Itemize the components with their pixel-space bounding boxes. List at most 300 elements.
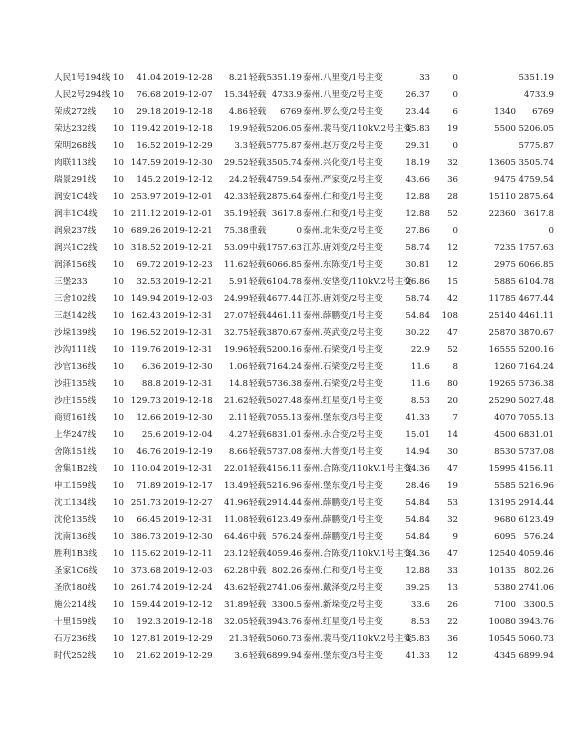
- load-rate-cell: 35.19: [224, 209, 249, 219]
- length-cell: 66.45: [136, 515, 161, 525]
- line-name-cell: 圣欣180线: [54, 583, 97, 593]
- count-cell: 20: [447, 396, 458, 406]
- count-cell: 0: [452, 141, 458, 151]
- length-cell: 129.73: [130, 396, 161, 406]
- length-cell: 32.53: [136, 277, 161, 287]
- transformer-rate-cell: 43.66: [405, 175, 430, 185]
- count-cell: 47: [447, 464, 458, 474]
- length-cell: 41.04: [136, 73, 161, 83]
- capacity-cell: 5200.16: [266, 345, 302, 355]
- users-cell: 25140: [488, 311, 516, 321]
- table-row: [0, 206, 580, 223]
- capacity-cell: 3300.5: [271, 600, 302, 610]
- load-level-cell: 轻载: [249, 328, 267, 338]
- load-level-cell: 轻载: [249, 175, 267, 185]
- transformer-rate-cell: 12.88: [405, 192, 430, 202]
- substation-cell: 泰州.红星变/1号主变: [303, 617, 383, 627]
- remaining-capacity-cell: 5200.16: [518, 345, 554, 355]
- load-level-cell: 轻载: [249, 634, 267, 644]
- voltage-cell: 10: [113, 260, 124, 270]
- table-row: [0, 138, 580, 155]
- substation-cell: 泰州.堡东变/3号主变: [303, 413, 383, 423]
- transformer-rate-cell: 41.33: [405, 413, 430, 423]
- remaining-capacity-cell: 802.26: [523, 566, 554, 576]
- date-cell: 2019-12-31: [163, 311, 213, 321]
- capacity-cell: 4677.44: [266, 294, 302, 304]
- date-cell: 2019-12-31: [163, 345, 213, 355]
- transformer-rate-cell: 54.84: [405, 515, 430, 525]
- length-cell: 88.8: [141, 379, 161, 389]
- load-rate-cell: 19.96: [224, 345, 249, 355]
- voltage-cell: 10: [113, 515, 124, 525]
- capacity-cell: 5351.19: [266, 73, 302, 83]
- load-rate-cell: 8.21: [228, 73, 248, 83]
- date-cell: 2019-12-29: [163, 651, 213, 661]
- load-level-cell: 轻载: [249, 260, 267, 270]
- transformer-rate-cell: 11.6: [410, 379, 430, 389]
- users-cell: 1340: [494, 107, 516, 117]
- capacity-cell: 1757.63: [266, 243, 302, 253]
- users-cell: 6095: [494, 532, 516, 542]
- table-row: [0, 172, 580, 189]
- count-cell: 28: [447, 192, 458, 202]
- voltage-cell: 10: [113, 124, 124, 134]
- count-cell: 47: [447, 328, 458, 338]
- voltage-cell: 10: [113, 634, 124, 644]
- users-cell: 10080: [488, 617, 516, 627]
- line-name-cell: 润泽156线: [54, 260, 97, 270]
- remaining-capacity-cell: 5216.96: [518, 481, 554, 491]
- length-cell: 318.52: [130, 243, 161, 253]
- transformer-rate-cell: 29.31: [405, 141, 430, 151]
- line-name-cell: 申工159线: [54, 481, 97, 491]
- transformer-rate-cell: 33: [419, 73, 430, 83]
- users-cell: 9680: [494, 515, 516, 525]
- substation-cell: 泰州.石梁变/2号主变: [303, 379, 383, 389]
- remaining-capacity-cell: 4759.54: [518, 175, 554, 185]
- remaining-capacity-cell: 4059.46: [518, 549, 554, 559]
- capacity-cell: 5060.73: [266, 634, 302, 644]
- voltage-cell: 10: [113, 294, 124, 304]
- load-level-cell: 轻载: [249, 481, 267, 491]
- line-name-cell: 三舍102线: [54, 294, 97, 304]
- date-cell: 2019-12-12: [163, 600, 213, 610]
- load-rate-cell: 27.07: [224, 311, 249, 321]
- users-cell: 25870: [488, 328, 516, 338]
- remaining-capacity-cell: 5351.19: [518, 73, 554, 83]
- transformer-rate-cell: 45.83: [405, 634, 430, 644]
- remaining-capacity-cell: 4733.9: [523, 90, 554, 100]
- length-cell: 689.26: [130, 226, 161, 236]
- line-name-cell: 荣明268线: [54, 141, 97, 151]
- capacity-cell: 4759.54: [266, 175, 302, 185]
- remaining-capacity-cell: 576.24: [523, 532, 554, 542]
- load-level-cell: 轻载: [249, 396, 267, 406]
- voltage-cell: 10: [113, 617, 124, 627]
- line-name-cell: 石万236线: [54, 634, 97, 644]
- table-row: [0, 257, 580, 274]
- line-name-cell: 人民2号294线: [54, 90, 111, 100]
- capacity-cell: 2875.64: [266, 192, 302, 202]
- capacity-cell: 5736.38: [266, 379, 302, 389]
- table-row: [0, 444, 580, 461]
- transformer-rate-cell: 26.37: [405, 90, 430, 100]
- count-cell: 32: [447, 515, 458, 525]
- length-cell: 76.68: [136, 90, 161, 100]
- load-rate-cell: 19.9: [228, 124, 248, 134]
- length-cell: 386.73: [130, 532, 161, 542]
- load-rate-cell: 42.33: [224, 192, 249, 202]
- substation-cell: 泰州.堡东变/3号主变: [303, 651, 383, 661]
- length-cell: 211.12: [130, 209, 161, 219]
- date-cell: 2019-12-18: [163, 107, 213, 117]
- users-cell: 4070: [494, 413, 516, 423]
- count-cell: 36: [447, 175, 458, 185]
- users-cell: 16555: [488, 345, 516, 355]
- load-level-cell: 轻载: [249, 515, 267, 525]
- load-rate-cell: 21.3: [228, 634, 248, 644]
- voltage-cell: 10: [113, 396, 124, 406]
- table-row: [0, 223, 580, 240]
- length-cell: 147.59: [130, 158, 161, 168]
- voltage-cell: 10: [113, 141, 124, 151]
- load-level-cell: 轻载: [249, 549, 267, 559]
- users-cell: 10135: [488, 566, 516, 576]
- length-cell: 115.62: [130, 549, 161, 559]
- table-row: [0, 427, 580, 444]
- count-cell: 9: [452, 532, 458, 542]
- load-level-cell: 轻载: [249, 209, 267, 219]
- capacity-cell: 7164.24: [266, 362, 302, 372]
- table-row: [0, 104, 580, 121]
- load-rate-cell: 3.6: [234, 651, 248, 661]
- table-row: [0, 274, 580, 291]
- load-rate-cell: 53.09: [224, 243, 249, 253]
- count-cell: 52: [447, 345, 458, 355]
- length-cell: 46.76: [136, 447, 161, 457]
- load-rate-cell: 24.2: [228, 175, 248, 185]
- date-cell: 2019-12-31: [163, 515, 213, 525]
- capacity-cell: 4461.11: [266, 311, 302, 321]
- transformer-rate-cell: 54.84: [405, 498, 430, 508]
- transformer-rate-cell: 54.84: [405, 311, 430, 321]
- capacity-cell: 5027.48: [266, 396, 302, 406]
- date-cell: 2019-12-28: [163, 73, 213, 83]
- remaining-capacity-cell: 5027.48: [518, 396, 554, 406]
- count-cell: 53: [447, 498, 458, 508]
- transformer-rate-cell: 14.94: [405, 447, 430, 457]
- transformer-rate-cell: 26.86: [405, 277, 430, 287]
- load-level-cell: 轻载: [249, 124, 267, 134]
- capacity-cell: 6104.78: [266, 277, 302, 287]
- load-level-cell: 轻载: [249, 379, 267, 389]
- users-cell: 15995: [488, 464, 516, 474]
- length-cell: 149.94: [130, 294, 161, 304]
- substation-cell: 泰州.仁和变/1号主变: [303, 566, 383, 576]
- transformer-rate-cell: 41.33: [405, 651, 430, 661]
- users-cell: 7235: [494, 243, 516, 253]
- remaining-capacity-cell: 6899.94: [518, 651, 554, 661]
- line-name-cell: 润安1C4线: [54, 192, 98, 202]
- transformer-rate-cell: 34.36: [405, 549, 430, 559]
- voltage-cell: 10: [113, 73, 124, 83]
- date-cell: 2019-12-18: [163, 124, 213, 134]
- load-level-cell: 轻载: [249, 651, 267, 661]
- users-cell: 4345: [494, 651, 516, 661]
- remaining-capacity-cell: 5736.38: [518, 379, 554, 389]
- substation-cell: 泰州.安垡变/110kV.2号主变: [303, 277, 412, 287]
- load-rate-cell: 4.86: [228, 107, 248, 117]
- load-level-cell: 轻载: [249, 73, 267, 83]
- length-cell: 196.52: [130, 328, 161, 338]
- line-name-cell: 沈工134线: [54, 498, 97, 508]
- table-row: [0, 495, 580, 512]
- load-rate-cell: 43.62: [224, 583, 249, 593]
- voltage-cell: 10: [113, 600, 124, 610]
- users-cell: 25290: [488, 396, 516, 406]
- transformer-rate-cell: 58.74: [405, 294, 430, 304]
- load-level-cell: 轻载: [249, 583, 267, 593]
- capacity-cell: 3870.67: [266, 328, 302, 338]
- load-rate-cell: 3.3: [234, 141, 248, 151]
- users-cell: 19265: [488, 379, 516, 389]
- date-cell: 2019-12-29: [163, 634, 213, 644]
- transformer-rate-cell: 18.19: [405, 158, 430, 168]
- voltage-cell: 10: [113, 498, 124, 508]
- remaining-capacity-cell: 6769: [532, 107, 554, 117]
- load-rate-cell: 24.99: [224, 294, 249, 304]
- count-cell: 32: [447, 158, 458, 168]
- remaining-capacity-cell: 3617.8: [523, 209, 554, 219]
- date-cell: 2019-12-18: [163, 396, 213, 406]
- length-cell: 251.73: [130, 498, 161, 508]
- date-cell: 2019-12-01: [163, 192, 213, 202]
- load-level-cell: 轻载: [249, 617, 267, 627]
- remaining-capacity-cell: 0: [548, 226, 554, 236]
- capacity-cell: 2741.06: [266, 583, 302, 593]
- substation-cell: 泰州.严家变/2号主变: [303, 175, 383, 185]
- length-cell: 6.36: [141, 362, 161, 372]
- transformer-rate-cell: 15.01: [405, 430, 430, 440]
- voltage-cell: 10: [113, 413, 124, 423]
- count-cell: 52: [447, 209, 458, 219]
- load-rate-cell: 4.27: [228, 430, 248, 440]
- table-row: [0, 546, 580, 563]
- load-rate-cell: 1.06: [228, 362, 248, 372]
- date-cell: 2019-12-03: [163, 294, 213, 304]
- length-cell: 12.66: [136, 413, 161, 423]
- capacity-cell: 0: [296, 226, 302, 236]
- remaining-capacity-cell: 5206.05: [518, 124, 554, 134]
- substation-cell: 泰州.堡东变/1号主变: [303, 481, 383, 491]
- users-cell: 9475: [494, 175, 516, 185]
- date-cell: 2019-12-31: [163, 464, 213, 474]
- remaining-capacity-cell: 4677.44: [518, 294, 554, 304]
- remaining-capacity-cell: 3505.74: [518, 158, 554, 168]
- feeder-load-table: [0, 70, 580, 665]
- length-cell: 16.52: [136, 141, 161, 151]
- line-name-cell: 舍陈151线: [54, 447, 97, 457]
- date-cell: 2019-12-30: [163, 362, 213, 372]
- load-rate-cell: 23.12: [224, 549, 249, 559]
- users-cell: 5585: [494, 481, 516, 491]
- capacity-cell: 6831.01: [266, 430, 302, 440]
- count-cell: 12: [447, 651, 458, 661]
- table-row: [0, 189, 580, 206]
- line-name-cell: 润泉237线: [54, 226, 97, 236]
- transformer-rate-cell: 33.6: [410, 600, 430, 610]
- load-rate-cell: 15.34: [224, 90, 249, 100]
- load-rate-cell: 32.05: [224, 617, 249, 627]
- line-name-cell: 三堡233: [54, 277, 88, 287]
- load-level-cell: 轻载: [249, 90, 267, 100]
- transformer-rate-cell: 8.53: [410, 396, 430, 406]
- capacity-cell: 5206.05: [266, 124, 302, 134]
- load-level-cell: 轻载: [249, 362, 267, 372]
- load-level-cell: 轻载: [249, 464, 267, 474]
- date-cell: 2019-12-12: [163, 175, 213, 185]
- voltage-cell: 10: [113, 243, 124, 253]
- line-name-cell: 人民1号194线: [54, 73, 111, 83]
- remaining-capacity-cell: 3870.67: [518, 328, 554, 338]
- date-cell: 2019-12-04: [163, 430, 213, 440]
- transformer-rate-cell: 23.44: [405, 107, 430, 117]
- capacity-cell: 3617.8: [271, 209, 302, 219]
- substation-cell: 泰州.罗么变/2号主变: [303, 107, 383, 117]
- load-rate-cell: 75.38: [224, 226, 249, 236]
- transformer-rate-cell: 22.9: [410, 345, 430, 355]
- substation-cell: 泰州.八里变/2号主变: [303, 90, 383, 100]
- voltage-cell: 10: [113, 430, 124, 440]
- capacity-cell: 3943.76: [266, 617, 302, 627]
- date-cell: 2019-12-07: [163, 90, 213, 100]
- substation-cell: 泰州.大普变/1号主变: [303, 447, 383, 457]
- voltage-cell: 10: [113, 549, 124, 559]
- capacity-cell: 576.24: [271, 532, 302, 542]
- count-cell: 19: [447, 481, 458, 491]
- users-cell: 8530: [494, 447, 516, 457]
- load-level-cell: 轻载: [249, 277, 267, 287]
- table-row: [0, 648, 580, 665]
- substation-cell: 泰州.赵万变/2号主变: [303, 141, 383, 151]
- line-name-cell: 圣家1C6线: [54, 566, 98, 576]
- users-cell: 13195: [488, 498, 516, 508]
- voltage-cell: 10: [113, 464, 124, 474]
- users-cell: 10545: [488, 634, 516, 644]
- date-cell: 2019-12-30: [163, 158, 213, 168]
- date-cell: 2019-12-31: [163, 328, 213, 338]
- substation-cell: 泰州.戴泽变/2号主变: [303, 583, 383, 593]
- date-cell: 2019-12-03: [163, 566, 213, 576]
- voltage-cell: 10: [113, 481, 124, 491]
- load-level-cell: 轻载: [249, 311, 267, 321]
- load-rate-cell: 41.96: [224, 498, 249, 508]
- count-cell: 0: [452, 90, 458, 100]
- line-name-cell: 润兴1C2线: [54, 243, 98, 253]
- date-cell: 2019-12-18: [163, 617, 213, 627]
- load-level-cell: 中载: [249, 532, 267, 542]
- date-cell: 2019-12-19: [163, 447, 213, 457]
- count-cell: 30: [447, 447, 458, 457]
- table-row: [0, 614, 580, 631]
- line-name-cell: 沙官136线: [54, 362, 97, 372]
- remaining-capacity-cell: 3943.76: [518, 617, 554, 627]
- date-cell: 2019-12-30: [163, 532, 213, 542]
- load-rate-cell: 11.62: [224, 260, 249, 270]
- load-level-cell: 中载: [249, 566, 267, 576]
- substation-cell: 泰州.仁和变/1号主变: [303, 209, 383, 219]
- load-rate-cell: 22.01: [224, 464, 249, 474]
- transformer-rate-cell: 30.22: [405, 328, 430, 338]
- users-cell: 13605: [488, 158, 516, 168]
- transformer-rate-cell: 39.25: [405, 583, 430, 593]
- load-rate-cell: 2.11: [228, 413, 248, 423]
- remaining-capacity-cell: 7055.13: [518, 413, 554, 423]
- count-cell: 13: [447, 583, 458, 593]
- load-level-cell: 轻载: [249, 430, 267, 440]
- table-row: [0, 631, 580, 648]
- users-cell: 11785: [488, 294, 516, 304]
- capacity-cell: 5216.96: [266, 481, 302, 491]
- voltage-cell: 10: [113, 566, 124, 576]
- count-cell: 42: [447, 294, 458, 304]
- length-cell: 69.72: [136, 260, 161, 270]
- table-row: [0, 121, 580, 138]
- substation-cell: 泰州.仁和变/1号主变: [303, 192, 383, 202]
- capacity-cell: 5737.08: [266, 447, 302, 457]
- load-rate-cell: 13.49: [224, 481, 249, 491]
- substation-cell: 泰州.裴马变/110kV.2号主变: [303, 124, 412, 134]
- line-name-cell: 润丰1C4线: [54, 209, 98, 219]
- capacity-cell: 6899.94: [266, 651, 302, 661]
- line-name-cell: 沙垛139线: [54, 328, 97, 338]
- remaining-capacity-cell: 4156.11: [518, 464, 554, 474]
- date-cell: 2019-12-21: [163, 226, 213, 236]
- line-name-cell: 沙沟111线: [54, 345, 97, 355]
- date-cell: 2019-12-01: [163, 209, 213, 219]
- table-row: [0, 410, 580, 427]
- line-name-cell: 沙庄155线: [54, 396, 97, 406]
- table-row: [0, 393, 580, 410]
- users-cell: 22360: [488, 209, 516, 219]
- capacity-cell: 3505.74: [266, 158, 302, 168]
- substation-cell: 泰州.新垛变/2号主变: [303, 600, 383, 610]
- voltage-cell: 10: [113, 226, 124, 236]
- voltage-cell: 10: [113, 379, 124, 389]
- count-cell: 33: [447, 566, 458, 576]
- transformer-rate-cell: 45.83: [405, 124, 430, 134]
- substation-cell: 泰州.永合变/2号主变: [303, 430, 383, 440]
- count-cell: 15: [447, 277, 458, 287]
- line-name-cell: 十里159线: [54, 617, 97, 627]
- remaining-capacity-cell: 1757.63: [518, 243, 554, 253]
- load-rate-cell: 11.08: [224, 515, 249, 525]
- remaining-capacity-cell: 3300.5: [523, 600, 554, 610]
- load-level-cell: 中载: [249, 243, 267, 253]
- transformer-rate-cell: 12.88: [405, 209, 430, 219]
- remaining-capacity-cell: 4461.11: [518, 311, 554, 321]
- users-cell: 2975: [494, 260, 516, 270]
- line-name-cell: 胜利1B3线: [54, 549, 98, 559]
- count-cell: 47: [447, 549, 458, 559]
- remaining-capacity-cell: 6104.78: [518, 277, 554, 287]
- voltage-cell: 10: [113, 90, 124, 100]
- substation-cell: 泰州.薛鹏变/1号主变: [303, 311, 383, 321]
- load-rate-cell: 64.46: [224, 532, 249, 542]
- table-row: [0, 291, 580, 308]
- load-rate-cell: 32.75: [224, 328, 249, 338]
- count-cell: 80: [447, 379, 458, 389]
